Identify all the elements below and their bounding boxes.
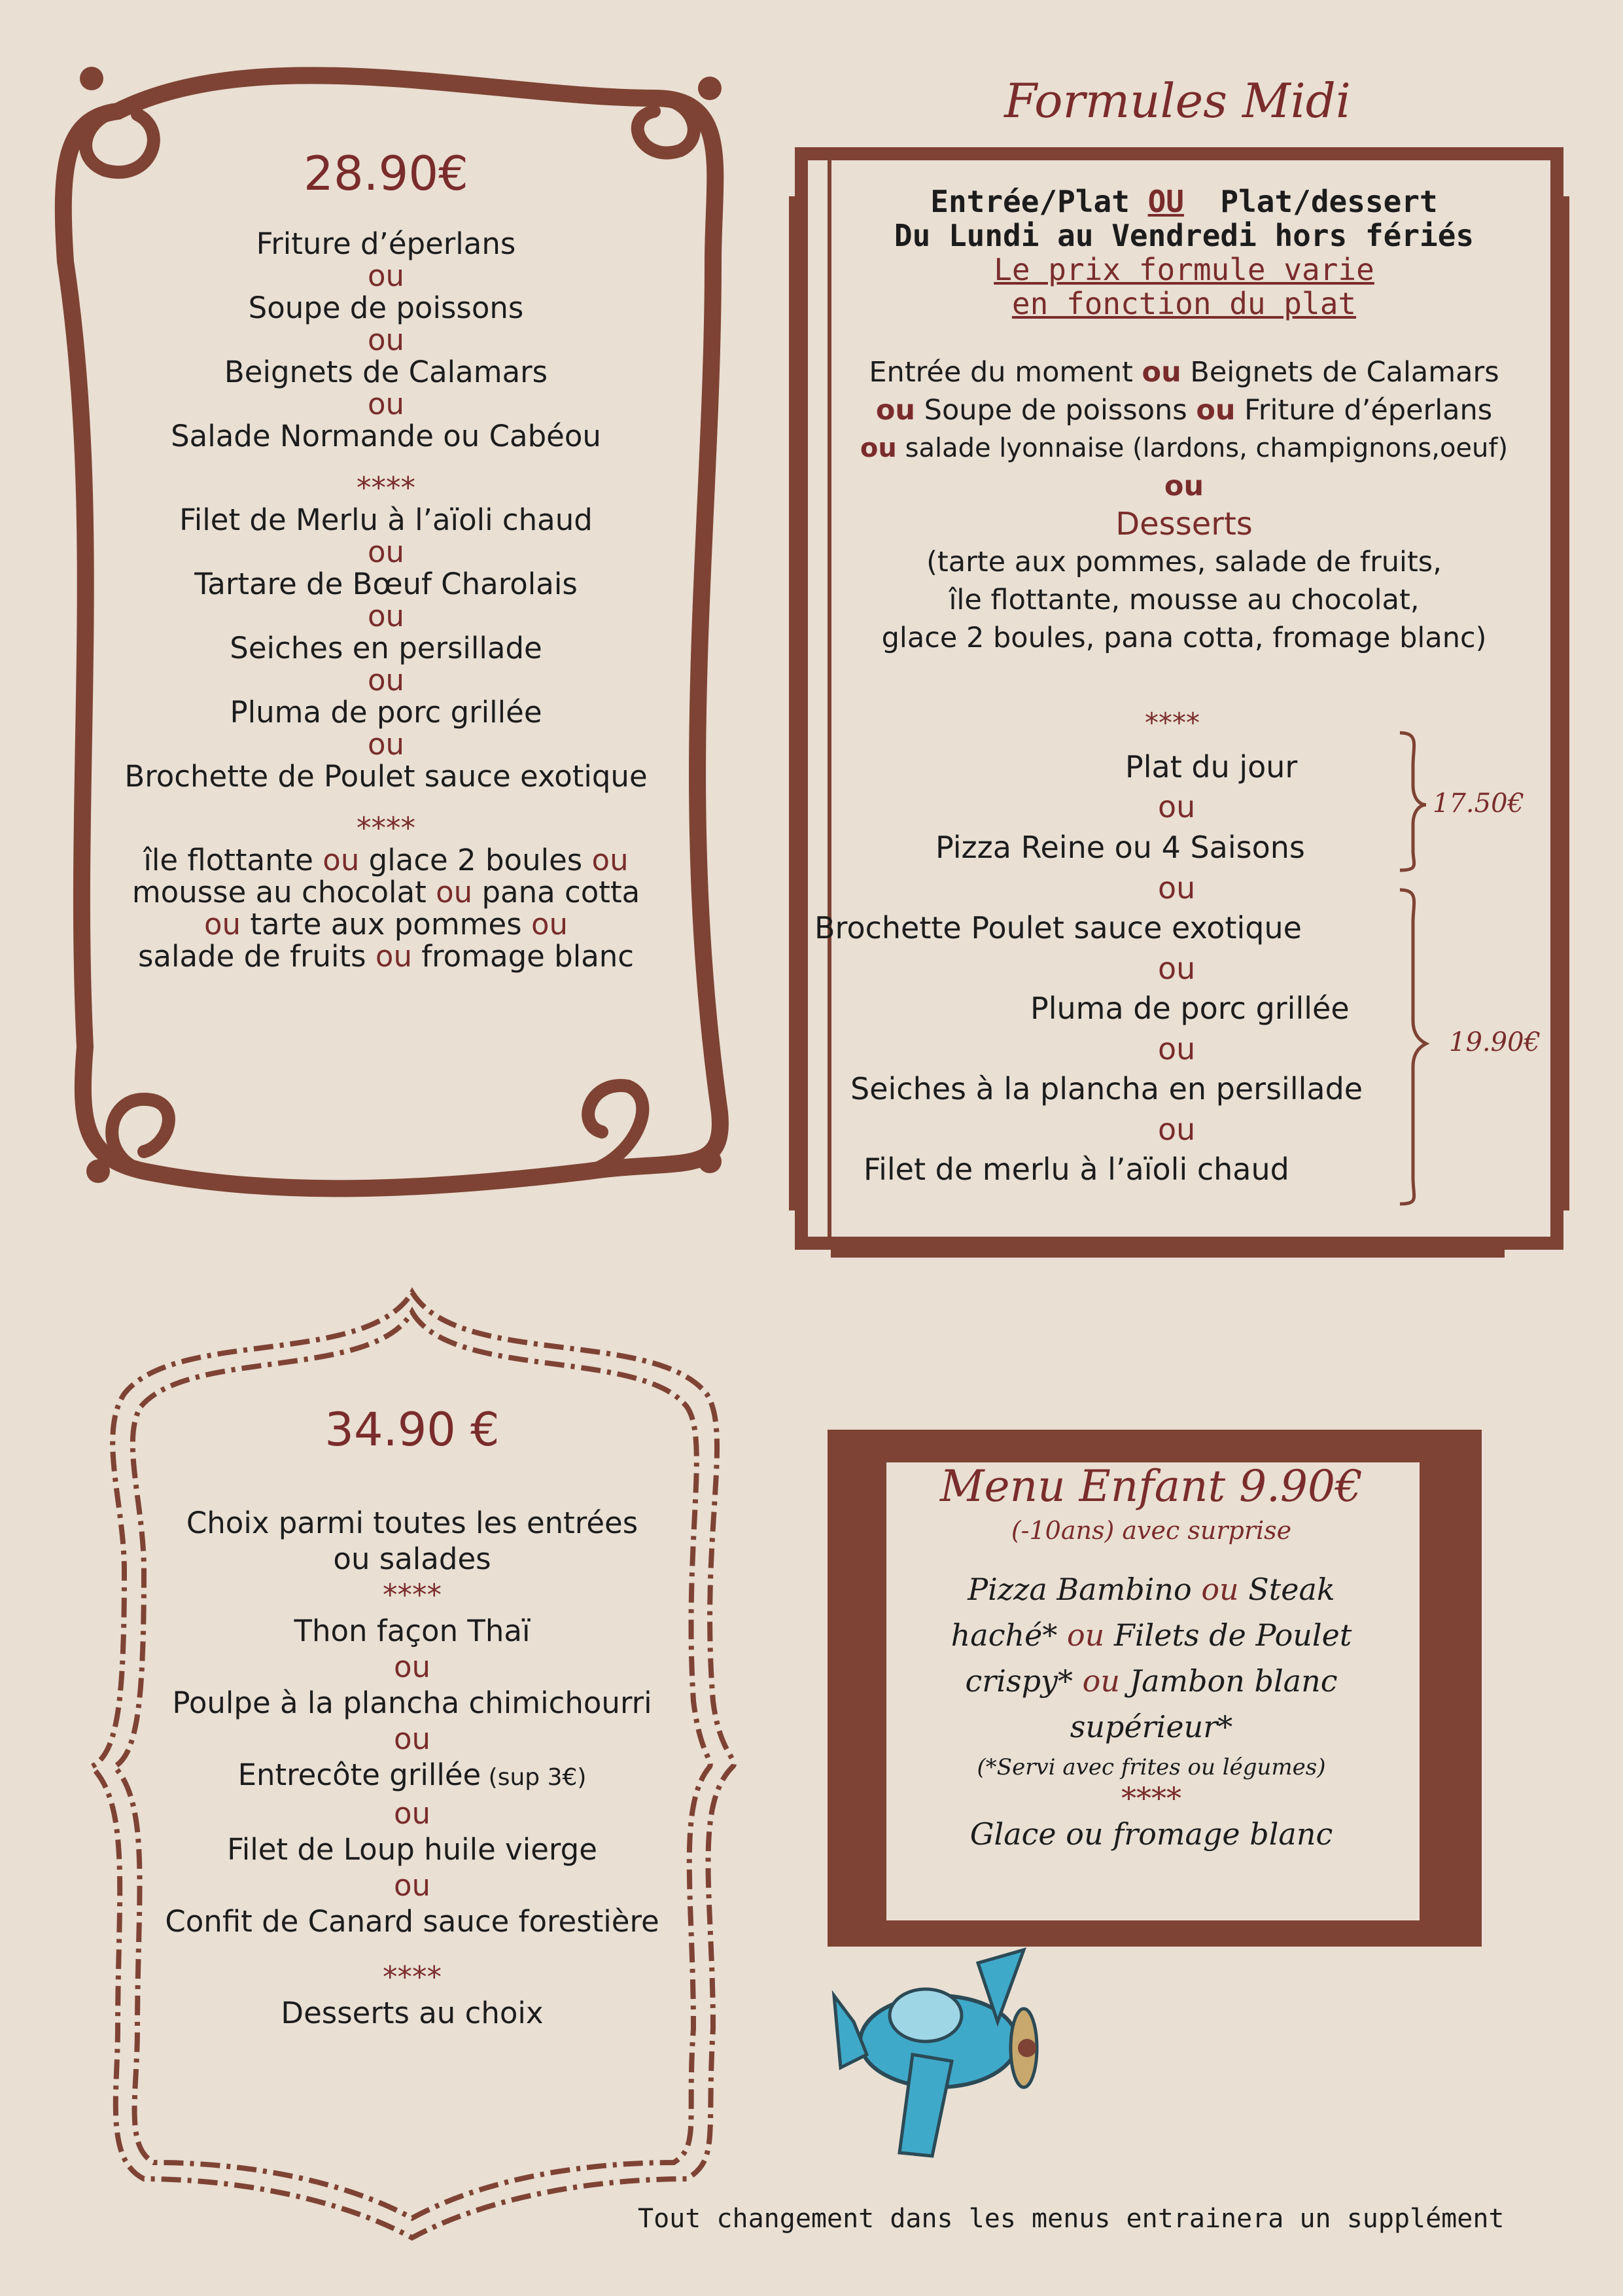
or-separator: ou xyxy=(393,1650,431,1684)
or-separator: ou xyxy=(1158,1031,1196,1067)
or-separator: ou xyxy=(367,727,405,762)
stars-divider: **** xyxy=(383,1960,442,1994)
main-2: Poulpe à la plancha chimichourri xyxy=(172,1686,652,1720)
or-separator: ou xyxy=(393,1868,431,1903)
dessert-line-4: salade de fruits ou fromage blanc xyxy=(137,939,635,974)
formules-entrees-3: ou salade lyonnaise (lardons, champignons,oeuf) xyxy=(860,433,1509,463)
formules-title: Formules Midi xyxy=(1004,73,1351,128)
formules-desserts-2: île flottante, mousse au chocolat, xyxy=(949,584,1420,616)
or-separator: ou xyxy=(1158,951,1196,986)
intro-line-2: ou salades xyxy=(333,1542,491,1576)
menu-enfant xyxy=(896,1459,1406,1857)
intro-line-1: Choix parmi toutes les entrées xyxy=(186,1506,638,1540)
or-separator: ou xyxy=(1158,789,1196,824)
starter-1: Friture d’éperlans xyxy=(256,226,516,261)
main-5: Confit de Canard sauce forestière xyxy=(165,1904,659,1939)
or-separator: ou xyxy=(1158,1112,1196,1147)
starter-2: Soupe de poissons xyxy=(248,291,524,325)
menu-enfant-line-1: Pizza Bambino ou Steak xyxy=(968,1572,1335,1607)
or-separator: ou xyxy=(393,1796,431,1831)
menu-enfant-line-2: haché* ou Filets de Poulet xyxy=(951,1617,1352,1653)
brace-1990 xyxy=(1400,890,1426,1204)
menu-enfant-subtitle: (-10ans) avec surprise xyxy=(1011,1516,1292,1545)
or-separator: ou xyxy=(367,535,405,569)
menu-enfant-line-4: supérieur* xyxy=(1070,1709,1233,1744)
formules-entrees-1: Entrée du moment ou Beignets de Calamars xyxy=(869,356,1499,389)
formules-desserts-3: glace 2 boules, pana cotta, fromage blanc) xyxy=(881,622,1487,654)
dessert-line-1: île flottante ou glace 2 boules ou xyxy=(143,843,629,877)
menu-enfant-title: Menu Enfant 9.90€ xyxy=(939,1461,1363,1511)
main-2: Tartare de Bœuf Charolais xyxy=(194,567,578,601)
or-separator: ou xyxy=(367,663,405,698)
formules-main-6: Filet de merlu à l’aïoli chaud xyxy=(864,1152,1289,1187)
formules-main-1: Plat du jour xyxy=(1125,749,1298,785)
starter-3: Beignets de Calamars xyxy=(224,355,548,389)
brace-1750 xyxy=(1400,733,1426,870)
menu-3490-price: 34.90 € xyxy=(324,1403,500,1457)
stars-divider: **** xyxy=(383,1578,442,1612)
main-1: Thon façon Thaï xyxy=(294,1614,531,1648)
starter-4: Salade Normande ou Cabéou xyxy=(171,419,601,453)
stars-divider: **** xyxy=(1121,1780,1181,1816)
menu-2890 xyxy=(65,144,707,972)
menu-enfant-note: (*Servi avec frites ou légumes) xyxy=(977,1754,1326,1780)
or-separator: ou xyxy=(367,599,405,633)
formules-header xyxy=(798,185,1570,321)
formules-main-4: Pluma de porc grillée xyxy=(1030,991,1350,1026)
dessert-line-2: mousse au chocolat ou pana cotta xyxy=(131,875,640,910)
or-separator: ou xyxy=(367,323,405,357)
menu-2890-price: 28.90€ xyxy=(304,146,468,201)
formules-entrees-2: ou Soupe de poissons ou Friture d’éperlans xyxy=(875,394,1493,427)
dessert-line-3: ou tarte aux pommes ou xyxy=(203,907,568,942)
stars-divider: **** xyxy=(357,811,415,845)
menu-3490 xyxy=(111,1400,713,2031)
menu-enfant-line-3: crispy* ou Jambon blanc xyxy=(965,1663,1338,1699)
or-separator: ou xyxy=(393,1722,431,1756)
main-4: Filet de Loup huile vierge xyxy=(227,1832,597,1867)
formules-head-line-4: en fonction du plat xyxy=(1011,286,1357,321)
footer-note: Tout changement dans les menus entrainera un supplément xyxy=(638,2204,1505,2234)
formules-desserts-1: (tarte aux pommes, salade de fruits, xyxy=(926,546,1442,578)
main-3: Entrecôte grillée (sup 3€) xyxy=(237,1757,587,1792)
formules-main-5: Seiches à la plancha en persillade xyxy=(850,1071,1363,1106)
or-separator: ou xyxy=(1158,870,1196,906)
main-4: Pluma de porc grillée xyxy=(230,695,542,730)
dessert: Desserts au choix xyxy=(281,1996,544,2030)
stars-divider: **** xyxy=(357,470,415,505)
formules-desserts-title: Desserts xyxy=(1115,506,1253,542)
or-separator: ou xyxy=(367,387,405,421)
stars-divider: **** xyxy=(1145,707,1200,739)
toy-airplane-icon xyxy=(828,1924,1063,2166)
main-3: Seiches en persillade xyxy=(230,631,542,665)
price-1750: 17.50€ xyxy=(1433,788,1524,819)
menu-enfant-dessert: Glace ou fromage blanc xyxy=(969,1816,1333,1852)
main-1: Filet de Merlu à l’aïoli chaud xyxy=(179,503,593,537)
formules-head-line-3: Le prix formule varie xyxy=(994,252,1374,287)
formules-head-line-2: Du Lundi au Vendredi hors fériés xyxy=(894,218,1475,253)
formules-head-line-1: Entrée/Plat OU Plat/dessert xyxy=(930,184,1438,219)
price-1990: 19.90€ xyxy=(1449,1027,1541,1057)
formules-choices xyxy=(792,353,1577,657)
formules-main-3: Brochette Poulet sauce exotique xyxy=(814,910,1302,945)
formules-main-2: Pizza Reine ou 4 Saisons xyxy=(935,830,1305,865)
main-5: Brochette de Poulet sauce exotique xyxy=(124,759,648,794)
or-separator: ou xyxy=(367,258,405,293)
or-separator: ou xyxy=(1164,470,1204,503)
